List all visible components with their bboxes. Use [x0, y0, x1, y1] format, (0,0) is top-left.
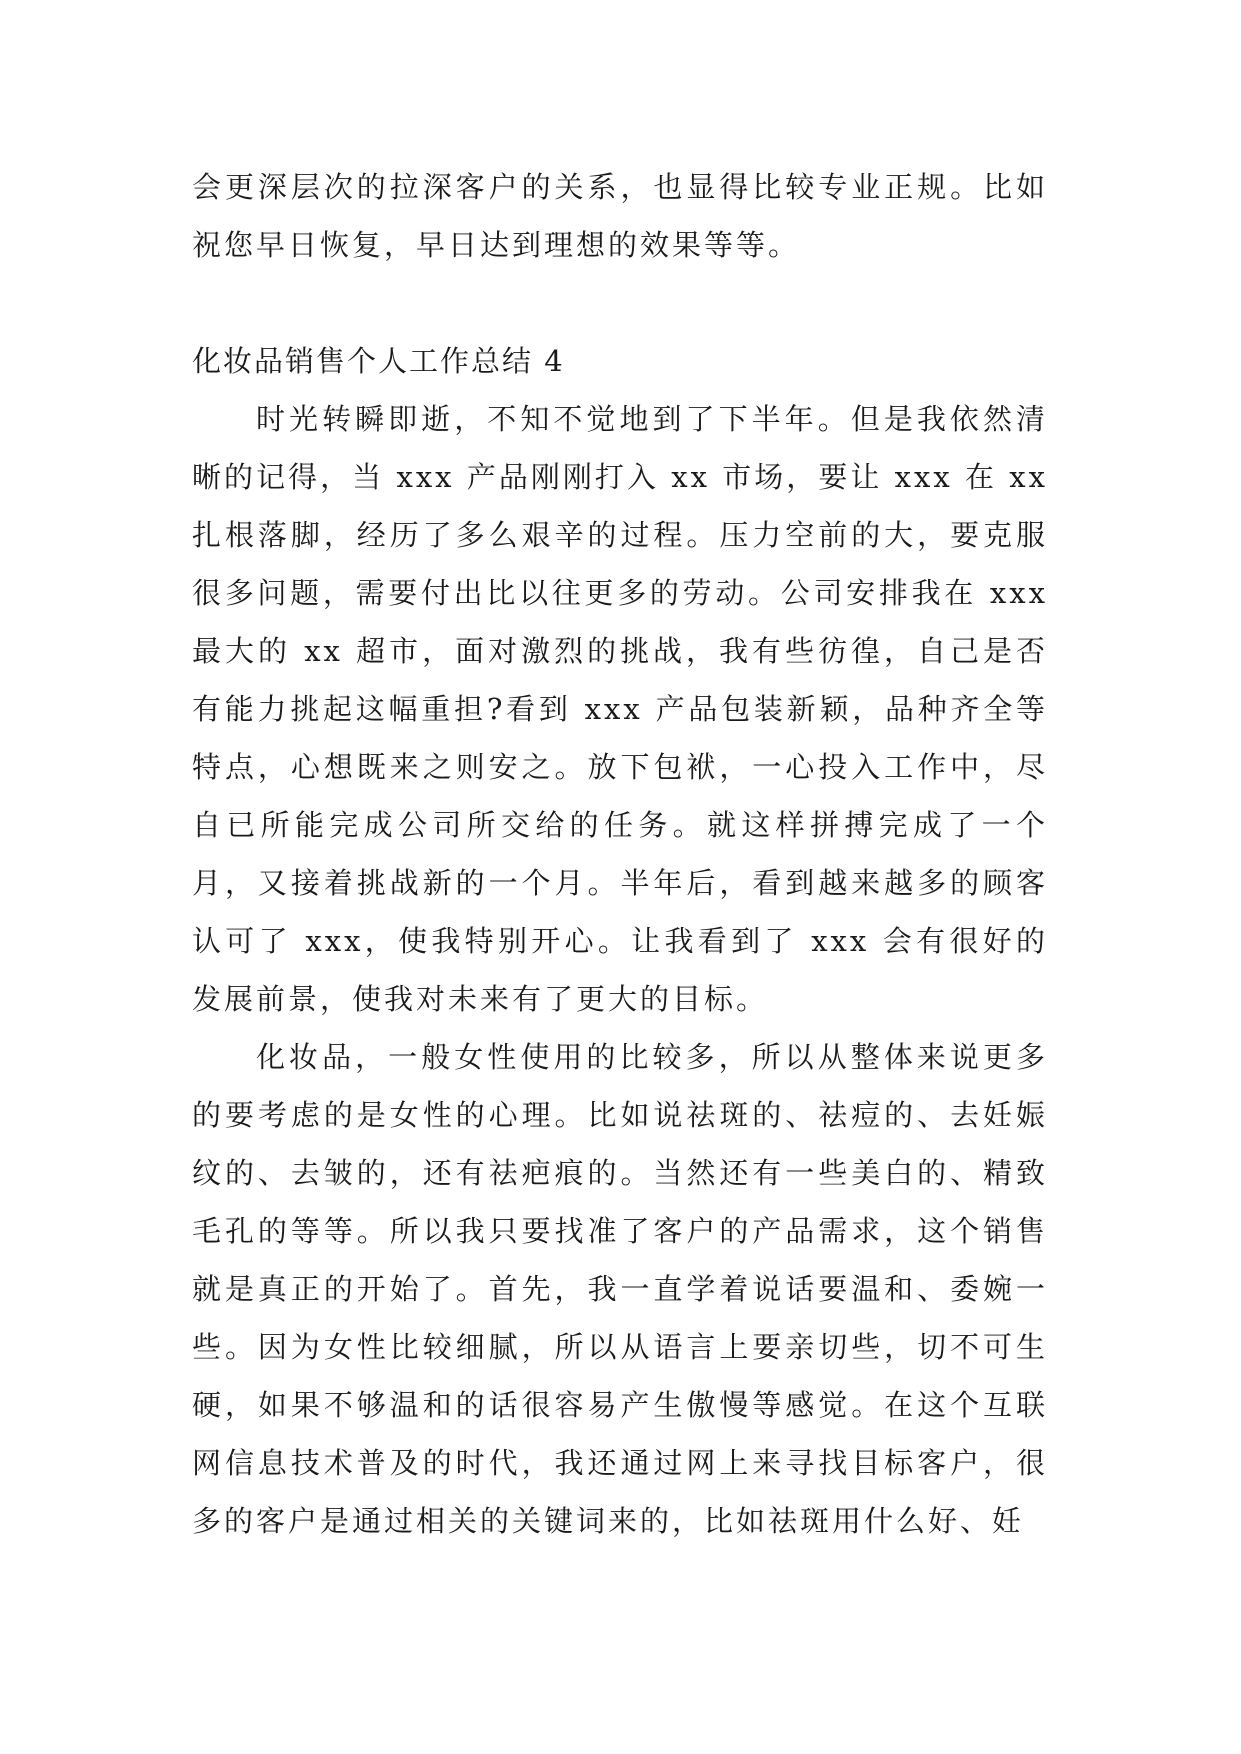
paragraph-spacer: [192, 274, 1048, 332]
paragraph-continued: 会更深层次的拉深客户的关系，也显得比较专业正规。比如祝您早日恢复，早日达到理想的效果等等。: [192, 170, 1048, 262]
paragraph-2: 化妆品，一般女性使用的比较多，所以从整体来说更多的要考虑的是女性的心理。比如说祛斑的、祛痘的、去妊娠纹的、去皱的，还有祛疤痕的。当然还有一些美白的、精致毛孔的等等。所以我只要找准了客户的产品需求，这个销售就是真正的开始了。首先，我一直学着说话要温和、委婉一些。因为女性比较细腻，所以从语言上要亲切些，切不可生硬，如果不够温和的话很容易产生傲慢等感觉。在这个互联网信息技术普及的时代，我还通过网上来寻找目标客户，很多的客户是通过相关的关键词来的，比如祛斑用什么好、妊: [192, 1040, 1048, 1538]
section-title: 化妆品销售个人工作总结 4: [192, 344, 565, 378]
paragraph-1: 时光转瞬即逝，不知不觉地到了下半年。但是我依然清晰的记得，当 xxx 产品刚刚打入 xx 市场，要让 xxx 在 xx 扎根落脚，经历了多么艰辛的过程。压力空前的大，要克服很多问题，需要付出比以往更多的劳动。公司安排我在 xxx 最大的 xx 超市，面对激烈的挑战，我有些彷徨，自己是否有能力挑起这幅重担?看到 xxx 产品包装新颖，品种齐全等特点，心想既来之则安之。放下包袱，一心投入工作中，尽自已所能完成公司所交给的任务。就这样拼搏完成了一个月，又接着挑战新的一个月。半年后，看到越来越多的顾客认可了 xxx，使我特别开心。让我看到了 xxx 会有很好的发展前景，使我对未来有了更大的目标。: [192, 402, 1048, 1016]
document-body: [192, 158, 1048, 1550]
